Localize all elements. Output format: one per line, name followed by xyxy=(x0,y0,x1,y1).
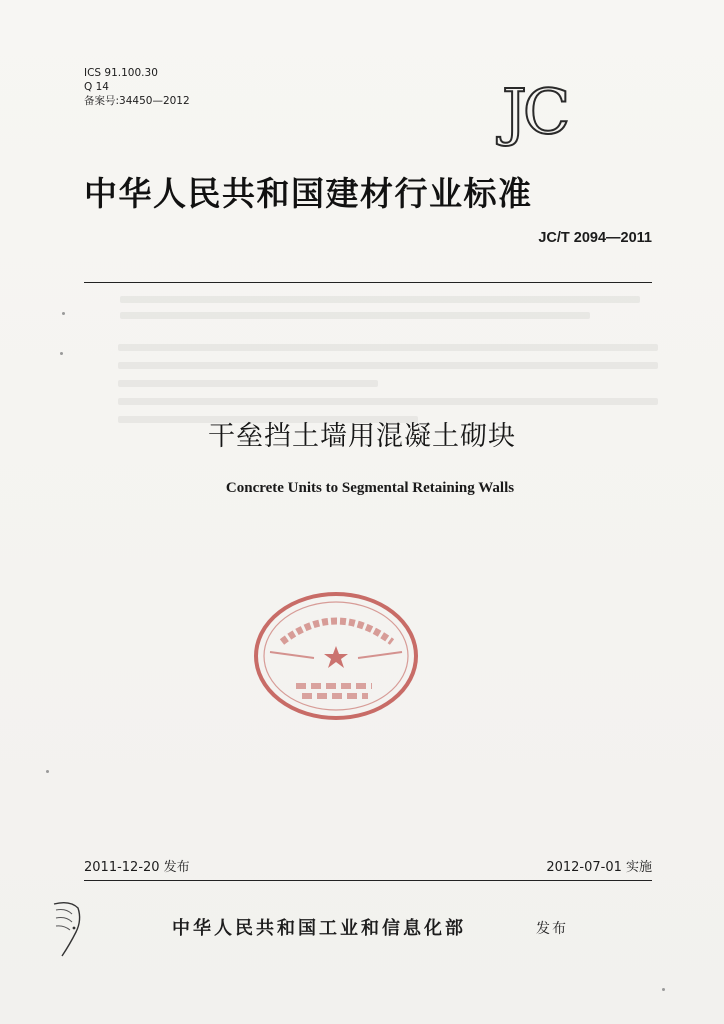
bleed-through-line xyxy=(118,362,658,369)
jc-logo-icon: JC xyxy=(502,75,567,148)
publisher-name: 中华人民共和国工业和信息化部 xyxy=(172,918,466,939)
bleed-through-line xyxy=(118,398,658,405)
standard-category-title: 中华人民共和国建材行业标准 xyxy=(84,174,533,213)
ics-code: ICS 91.100.30 xyxy=(84,67,158,79)
scan-speck xyxy=(662,988,665,991)
document-title-english: Concrete Units to Segmental Retaining Walls xyxy=(225,480,515,496)
bottom-divider xyxy=(84,880,652,881)
ccs-code: Q 14 xyxy=(84,81,109,93)
scan-speck xyxy=(62,312,65,315)
bleed-through-line xyxy=(120,312,590,319)
red-seal-stamp-icon xyxy=(252,590,420,722)
implementation-date: 2012-07-01 实施 xyxy=(546,860,652,875)
top-divider xyxy=(84,282,652,283)
standard-number: JC/T 2094—2011 xyxy=(538,230,652,246)
publish-label: 发布 xyxy=(536,921,568,937)
issue-date: 2011-12-20 发布 xyxy=(84,860,190,875)
scan-speck xyxy=(46,770,49,773)
filing-number: 备案号:34450—2012 xyxy=(84,95,190,107)
classification-block xyxy=(84,66,190,108)
document-title: 干垒挡土墙用混凝土砌块 xyxy=(208,421,516,452)
bleed-through-line xyxy=(118,380,378,387)
bleed-through-line xyxy=(120,296,640,303)
scan-speck xyxy=(60,352,63,355)
bleed-through-line xyxy=(118,344,658,351)
emblem-mark-icon xyxy=(48,898,88,960)
